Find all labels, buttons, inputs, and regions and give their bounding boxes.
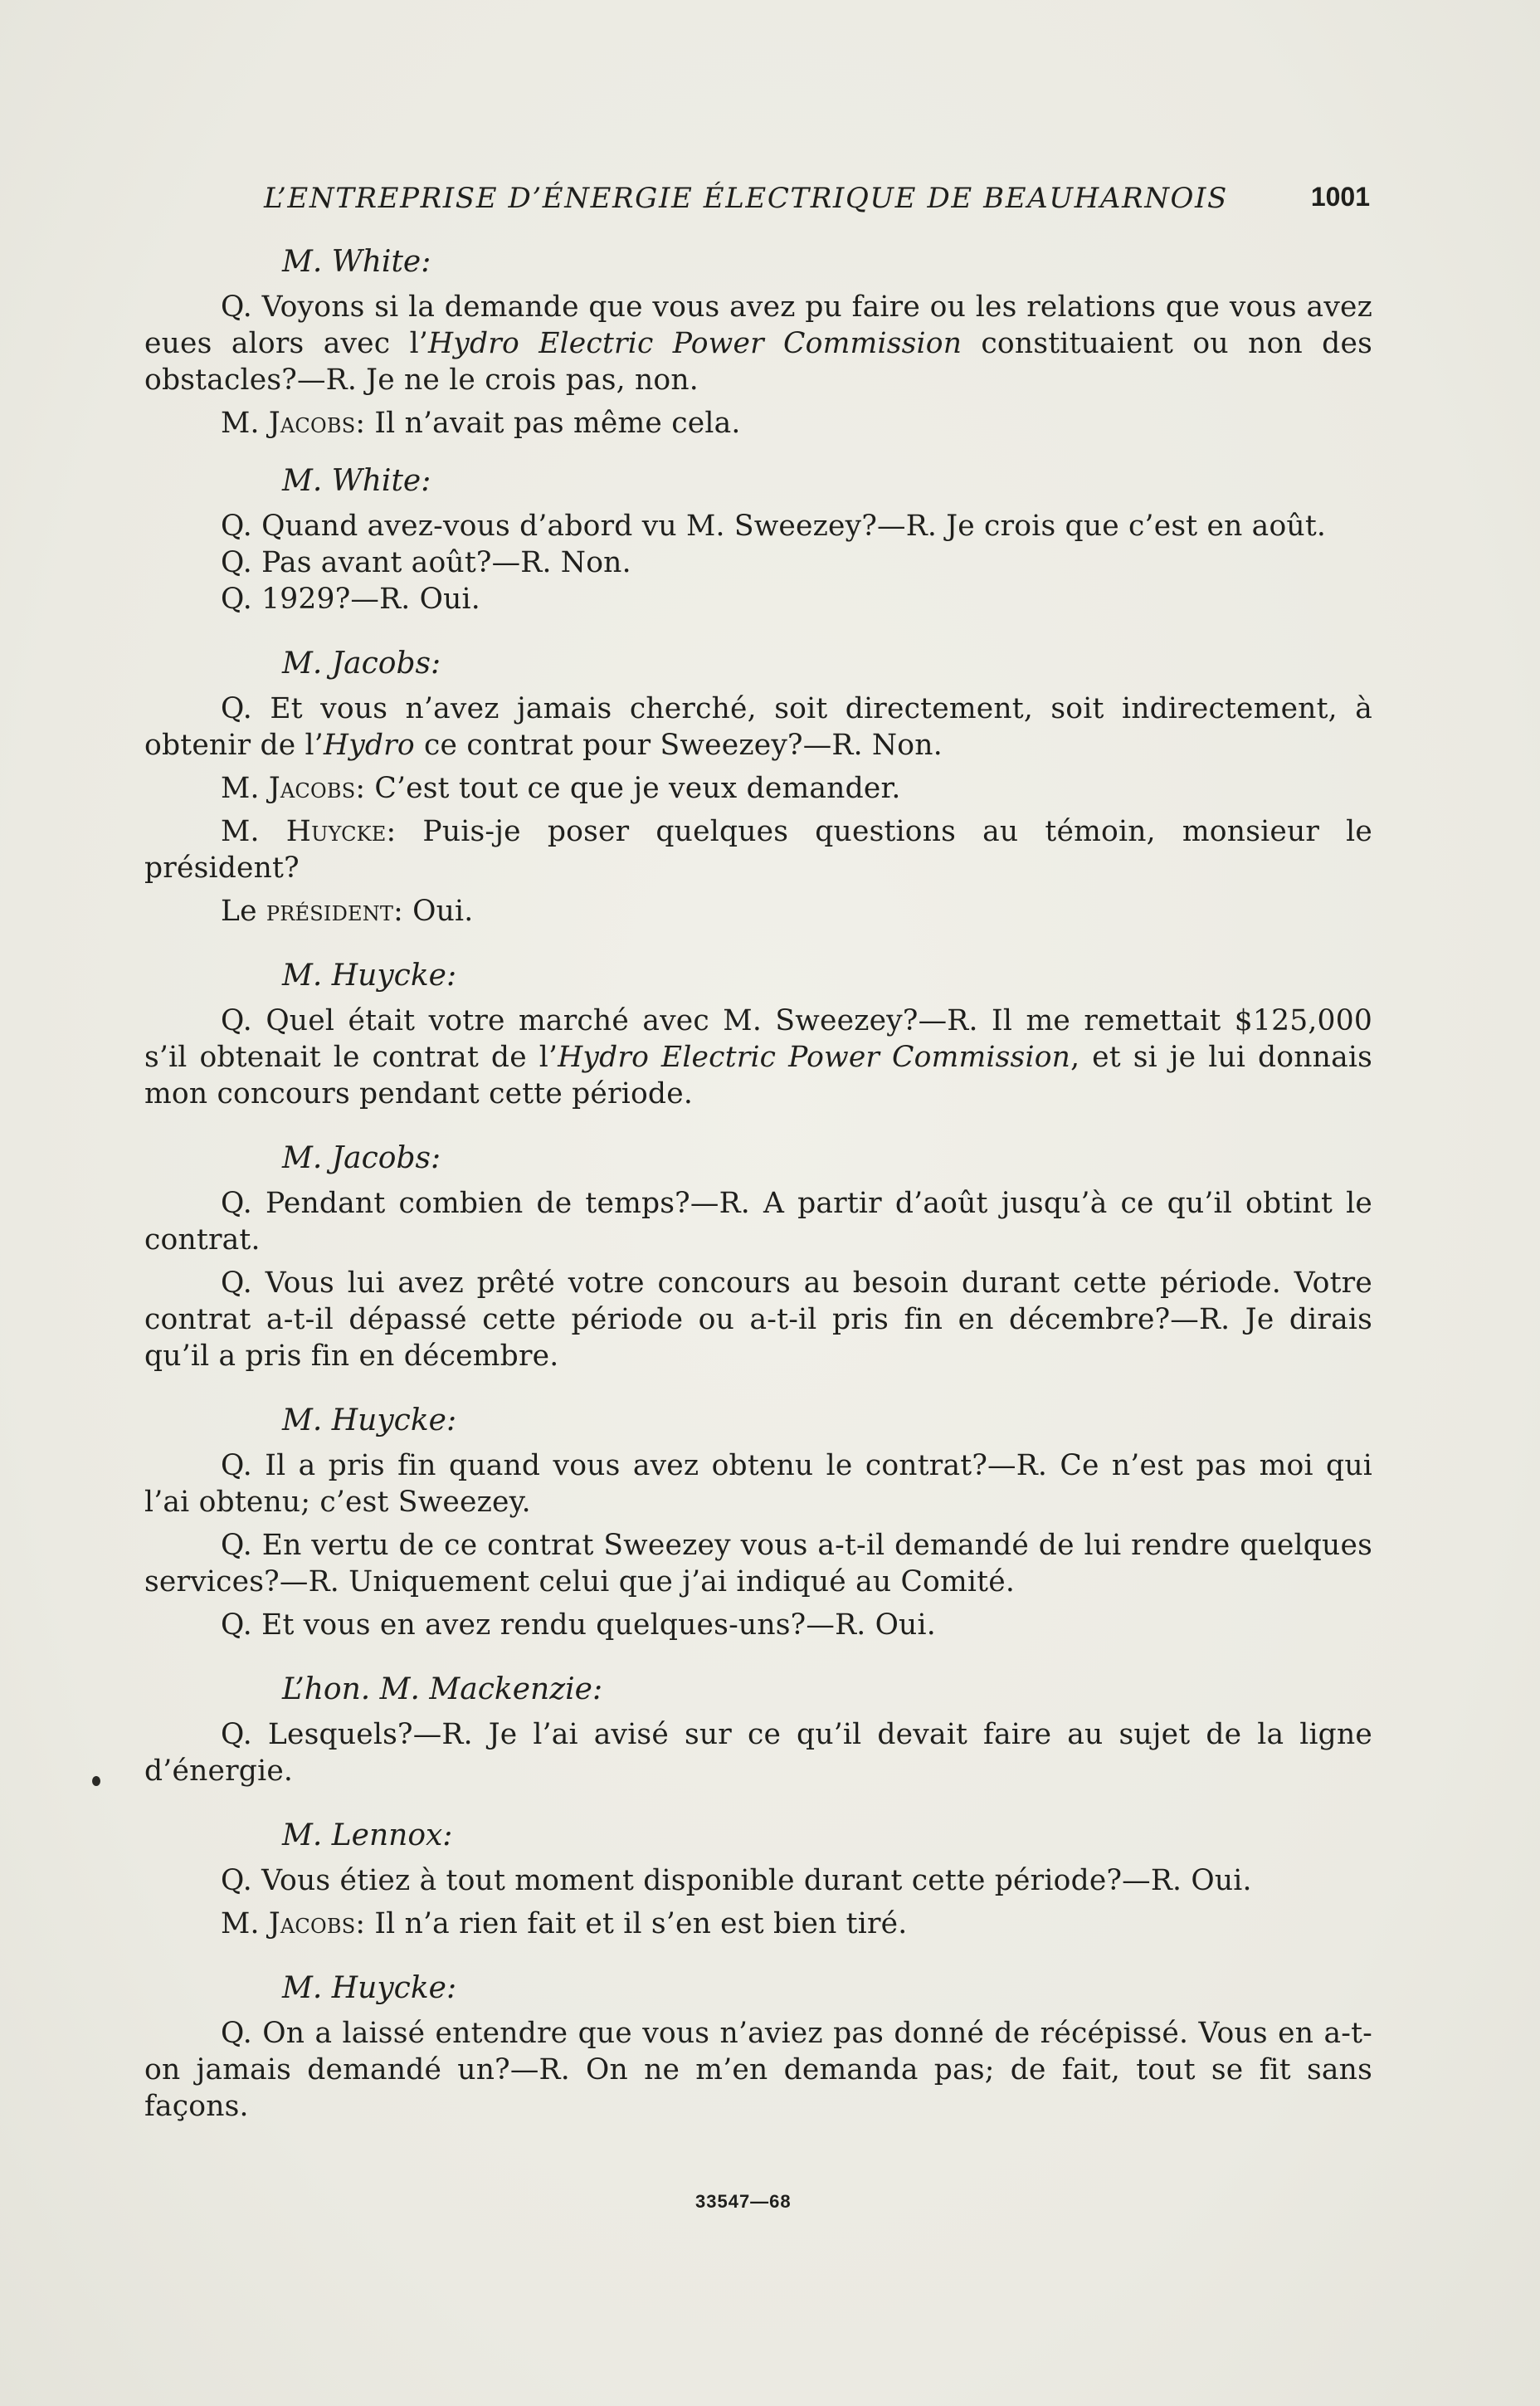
speaker-name: Jacobs [268,1907,356,1940]
paragraph: Q. En vertu de ce contrat Sweezey vous a-t-il demandé de lui rendre quelques services?—R. Uniquement celui que j’ai indiqué au Comité. [144,1529,1372,1598]
transcript-body [144,244,1372,2125]
speaker-heading: M. White: [282,245,431,279]
speaker-heading: M. Huycke: [282,959,457,993]
paragraph: Q. Et vous n’avez jamais cherché, soit directement, soit indirectement, à obtenir de l’Hydro ce contrat pour Sweezey?—R. Non. [144,692,1372,762]
paragraph: Q. Et vous en avez rendu quelques-uns?—R. Oui. [221,1608,936,1642]
paragraph: Le président: Oui. [221,895,474,928]
speaker-heading: L’hon. M. Mackenzie: [282,1672,603,1706]
margin-ink-dot [92,1776,100,1786]
paragraph: Q. Pas avant août?—R. Non. [221,546,631,579]
speaker-name: Jacobs [268,772,356,805]
paragraph: M. Huycke: Puis-je poser quelques questions au témoin, monsieur le président? [144,815,1372,885]
speaker-heading: M. Huycke: [282,1971,457,2005]
paragraph: Q. Voyons si la demande que vous avez pu faire ou les relations que vous avez eues alors avec l’Hydro Electric Power Commission constituaient ou non des obstacles?—R. Je ne le crois pas, non. [144,290,1372,397]
speaker-heading: M. Lennox: [282,1818,453,1852]
paragraph: Q. Vous étiez à tout moment disponible durant cette période?—R. Oui. [221,1864,1252,1897]
speaker-heading: M. Huycke: [282,1403,457,1437]
running-header [264,182,1370,222]
paragraph: Q. Quel était votre marché avec M. Sweezey?—R. Il me remettait $125,000 s’il obtenait le contrat de l’Hydro Electric Power Commission, et si je lui donnais mon concours pendant cette période. [144,1004,1372,1110]
paragraph: Q. On a laissé entendre que vous n’aviez pas donné de récépissé. Vous en a-t-on jamais demandé un?—R. On ne m’en demanda pas; de fait, tout se fit sans façons. [144,2017,1372,2123]
paragraph: Q. 1929?—R. Oui. [221,583,480,616]
speaker-heading: M. White: [282,464,431,498]
speaker-heading: M. Jacobs: [282,1141,441,1175]
paragraph: Q. Lesquels?—R. Je l’ai avisé sur ce qu’il devait faire au sujet de la ligne d’énergie. [144,1718,1372,1788]
paragraph: M. Jacobs: C’est tout ce que je veux demander. [221,772,901,805]
page-number: 1001 [1310,182,1370,212]
paragraph: M. Jacobs: Il n’a rien fait et il s’en est bien tiré. [221,1907,908,1940]
running-title: L’ENTREPRISE D’ÉNERGIE ÉLECTRIQUE DE BEAUHARNOIS [264,182,1228,215]
speaker-name: Huycke [285,815,387,848]
speaker-heading: M. Jacobs: [282,647,441,681]
paragraph: Q. Quand avez-vous d’abord vu M. Sweezey?—R. Je crois que c’est en août. [221,510,1327,543]
speaker-name: président [266,895,394,928]
paragraph: M. Jacobs: Il n’avait pas même cela. [221,407,741,440]
paragraph: Q. Pendant combien de temps?—R. A partir d’août jusqu’à ce qu’il obtint le contrat. [144,1187,1372,1257]
footer-code: 33547—68 [695,2191,792,2212]
speaker-name: Jacobs [268,407,356,440]
paragraph: Q. Vous lui avez prêté votre concours au besoin durant cette période. Votre contrat a-t-il dépassé cette période ou a-t-il pris fin en décembre?—R. Je dirais qu’il a pris fin en décembre. [144,1266,1372,1373]
paragraph: Q. Il a pris fin quand vous avez obtenu le contrat?—R. Ce n’est pas moi qui l’ai obtenu; c’est Sweezey. [144,1449,1372,1519]
